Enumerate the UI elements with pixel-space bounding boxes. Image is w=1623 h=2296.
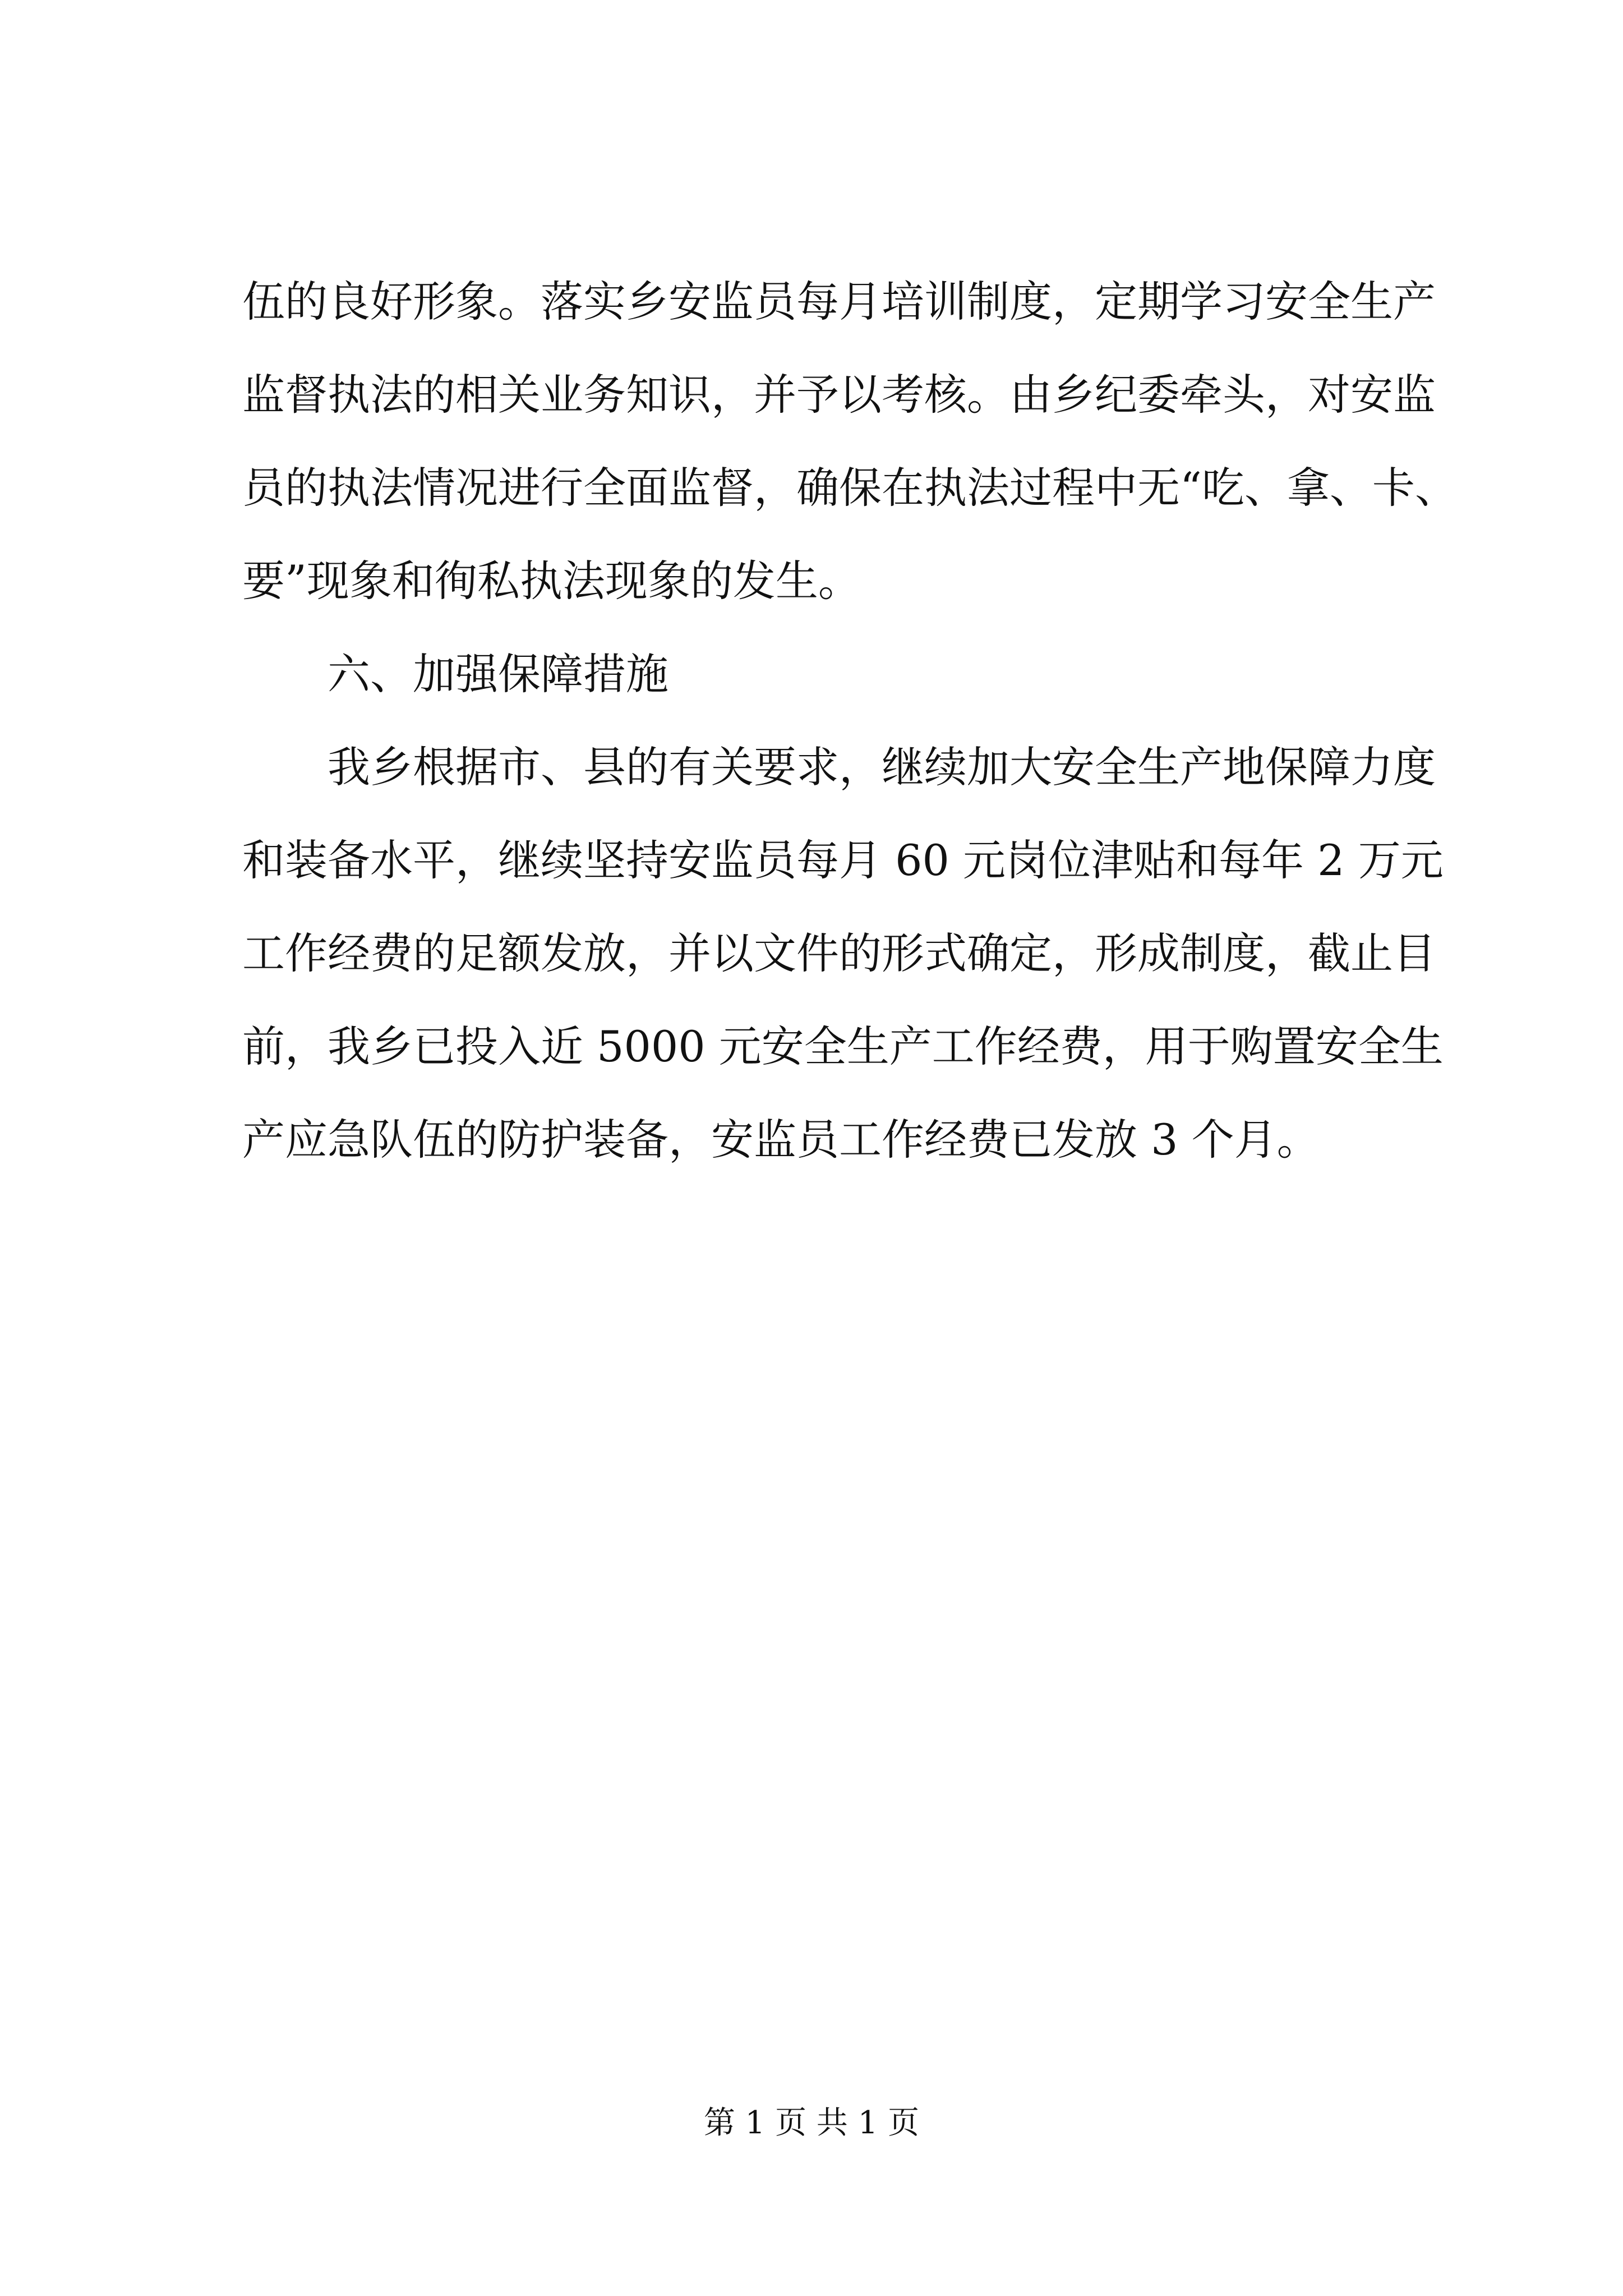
page-footer: 第 1 页 共 1 页 [703,2105,920,2141]
section-heading: 六、加强保障措施 [328,649,668,699]
paragraph-line: 工作经费的足额发放，并以文件的形式确定，形成制度，截止目 [242,928,1436,978]
paragraph-line: 员的执法情况进行全面监督，确保在执法过程中无“吃、拿、卡、 [242,463,1458,513]
paragraph-line: 监督执法的相关业务知识，并予以考核。由乡纪委牵头，对安监 [242,370,1436,420]
paragraph-line: 我乡根据市、县的有关要求，继续加大安全生产地保障力度 [328,742,1436,792]
paragraph-line: 产应急队伍的防护装备，安监员工作经费已发放 3 个月。 [242,1115,1320,1165]
paragraph-line: 伍的良好形象。落实乡安监员每月培训制度，定期学习安全生产 [242,277,1436,326]
paragraph-line: 和装备水平，继续坚持安监员每月 60 元岗位津贴和每年 2 万元 [242,835,1444,885]
paragraph-line: 要”现象和徇私执法现象的发生。 [242,556,861,606]
paragraph-line: 前，我乡已投入近 5000 元安全生产工作经费，用于购置安全生 [242,1022,1444,1071]
body-text [242,255,1458,1186]
